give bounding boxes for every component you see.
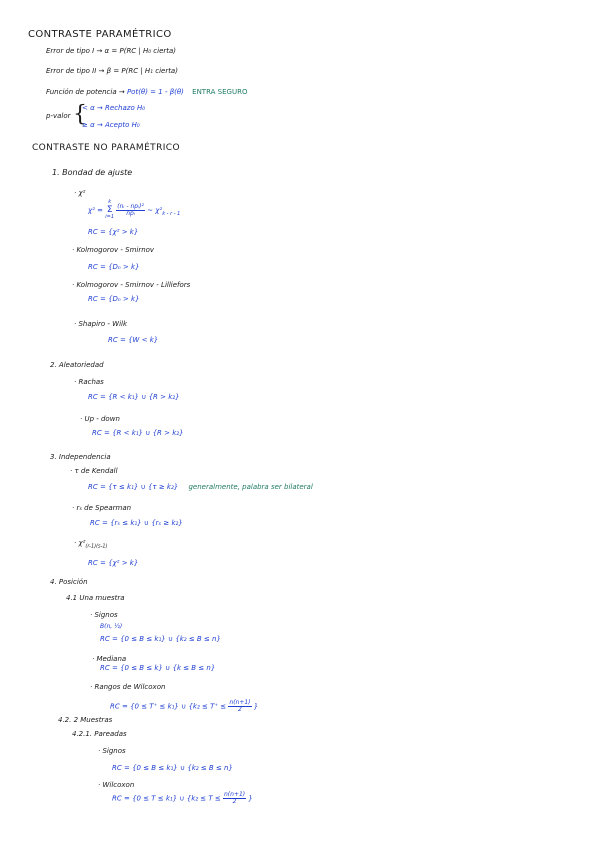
power-label: Función de potencia →: [46, 88, 125, 96]
kendall-rc: RC = {τ ≤ k₁} ∪ {τ ≥ k₂}: [88, 483, 179, 491]
chi-numerator: (nᵢ - npᵢ)²: [117, 202, 144, 210]
rachas-rc: RC = {R < k₁} ∪ {R > k₂}: [88, 393, 180, 401]
chi-denominator: npᵢ: [126, 209, 135, 217]
kendall-label: · τ de Kendall: [70, 467, 118, 475]
chi-independence-rc: RC = {χ² > k}: [88, 559, 139, 567]
nonparametric-title: CONTRASTE NO PARAMÉTRICO: [32, 143, 180, 153]
paired-wilcoxon-rc-b: }: [248, 794, 253, 803]
wilcoxon-label: · Rangos de Wilcoxon: [90, 683, 166, 691]
spearman-label: · rₛ de Spearman: [72, 504, 132, 512]
chi-rhs: ~ χ²: [147, 206, 163, 215]
power-function: [46, 89, 247, 96]
paired-wilcoxon-num: n(n+1): [224, 791, 246, 798]
pvalue-label: p-valor: [46, 112, 71, 120]
pvalue-case-reject: < α → Rechazo H₀: [82, 104, 146, 112]
sum-top: k: [108, 199, 112, 205]
wilcoxon-rc: [110, 700, 258, 713]
chi-rhs-sub: k - r - 1: [162, 210, 181, 217]
wilcoxon-rc-a: RC = {0 ≤ T⁺ ≤ k₁} ∪ {k₂ ≤ T⁺ ≤: [110, 702, 227, 711]
sum-bottom: i=1: [105, 214, 115, 221]
sw-label: · Shapiro - Wilk: [74, 320, 128, 328]
chi-fraction: [116, 204, 145, 217]
kendall-note: generalmente, palabra ser bilateral: [188, 483, 313, 491]
summation: k Σ i=1: [105, 199, 115, 221]
ksl-label: · Kolmogorov - Smirnov - Lilliefors: [72, 281, 191, 289]
section-randomness: 2. Aleatoriedad: [50, 361, 104, 369]
sw-rc: RC = {W < k}: [108, 336, 159, 344]
chi-square-rc: RC = {χ² > k}: [88, 228, 139, 236]
ksl-rc: RC = {Dₙ > k}: [88, 295, 140, 303]
median-rc: RC = {0 ≤ B ≤ k} ∪ {k ≤ B ≤ n}: [100, 664, 216, 672]
error-type-2: Error de tipo II → β = P(RC | H₁ cierta): [46, 67, 178, 75]
paired-wilcoxon-label: · Wilcoxon: [98, 781, 135, 789]
paired-wilcoxon-fraction: [223, 792, 246, 805]
chi-square-statistic: [88, 200, 180, 221]
power-formula: Pot(θ) = 1 - β(θ): [126, 88, 184, 96]
section-goodness-of-fit: 1. Bondad de ajuste: [52, 168, 133, 177]
paired-wilcoxon-rc: [112, 792, 253, 805]
updown-label: · Up - down: [80, 415, 120, 423]
rachas-label: · Rachas: [74, 378, 104, 386]
paired-signs-label: · Signos: [98, 747, 126, 755]
updown-rc: RC = {R < k₁} ∪ {R > k₂}: [92, 429, 184, 437]
chi-ind-symbol: · χ²: [74, 539, 86, 547]
chi-square-label: · χ²: [74, 189, 86, 197]
signs-rc: RC = {0 ≤ B ≤ k₁} ∪ {k₂ ≤ B ≤ n}: [100, 635, 221, 643]
kendall-row: [88, 484, 313, 491]
section-independence: 3. Independencia: [50, 453, 111, 461]
one-sample-heading: 4.1 Una muestra: [66, 594, 125, 602]
section-position: 4. Posición: [50, 578, 88, 586]
paired-wilcoxon-rc-a: RC = {0 ≤ T ≤ k₁} ∪ {k₂ ≤ T ≤: [112, 794, 221, 803]
parametric-title: CONTRASTE PARAMÉTRICO: [28, 29, 172, 40]
median-label: · Mediana: [92, 655, 127, 663]
chi-independence-label: [74, 540, 108, 549]
wilcoxon-den: 2: [238, 706, 242, 713]
paired-wilcoxon-den: 2: [232, 798, 237, 805]
chi-ind-sub: (r-1)(s-1): [85, 543, 108, 550]
two-samples-heading: 4.2. 2 Muestras: [58, 716, 113, 724]
paired-heading: 4.2.1. Pareadas: [72, 730, 127, 738]
pvalue-brace: {: [73, 102, 87, 127]
chi-stat-lhs: χ² =: [88, 206, 104, 215]
wilcoxon-rc-b: }: [253, 702, 259, 711]
wilcoxon-fraction: [228, 700, 251, 713]
signs-label: · Signos: [90, 611, 118, 619]
power-note: ENTRA SEGURO: [192, 88, 248, 96]
error-type-1: Error de tipo I → α = P(RC | H₀ cierta): [46, 47, 177, 55]
spearman-rc: RC = {rₛ ≤ k₁} ∪ {rₛ ≥ k₂}: [90, 519, 183, 527]
ks-rc: RC = {Dₙ > k}: [88, 263, 140, 271]
wilcoxon-num: n(n+1): [229, 699, 251, 706]
pvalue-case-accept: ≥ α → Acepto H₀: [82, 121, 140, 129]
ks-label: · Kolmogorov - Smirnov: [72, 246, 155, 254]
paired-signs-rc: RC = {0 ≤ B ≤ k₁} ∪ {k₂ ≤ B ≤ n}: [112, 764, 233, 772]
signs-distribution: B(n, ½): [100, 623, 123, 630]
